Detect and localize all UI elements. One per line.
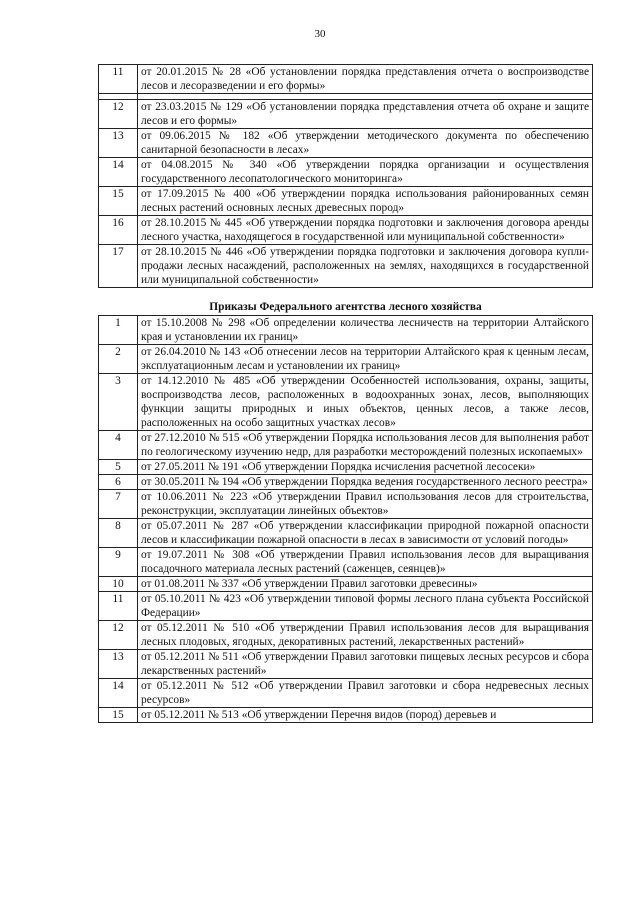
row-text: от 15.10.2008 № 298 «Об определении количества лесничеств на территории Алтайского края и установлении их границ» [138,316,593,345]
row-text: от 27.05.2011 № 191 «Об утверждении Порядка исчисления расчетной лесосеки» [138,460,593,475]
row-text: от 05.12.2011 № 511 «Об утверждении Правил заготовки пищевых лесных ресурсов и сбора лекарственных растений» [138,650,593,679]
row-text: от 05.10.2011 № 423 «Об утверждении типовой формы лесного плана субъекта Российской Федерации» [138,592,593,621]
row-number: 7 [99,490,138,519]
section-title: Приказы Федерального агентства лесного хозяйства [209,301,482,313]
table-row [99,679,593,708]
table-row [99,621,593,650]
table-row [99,216,593,245]
table-row [99,650,593,679]
row-number: 12 [99,100,138,129]
row-text: от 27.12.2010 № 515 «Об утверждении Порядка использования лесов для выполнения работ по геологическому изучению недр, для разработки месторождений полезных ископаемых» [138,431,593,460]
table-row [99,431,593,460]
page-number: 30 [314,28,326,40]
table-row [99,187,593,216]
table-row [99,708,593,723]
row-number: 12 [99,621,138,650]
row-text: от 09.06.2015 № 182 «Об утверждении методического документа по обеспечению санитарной безопасности в лесах» [138,129,593,158]
row-number: 5 [99,460,138,475]
row-text: от 19.07.2011 № 308 «Об утверждении Правил использования лесов для выращивания посадочного материала лесных растений (саженцев, сеянцев)» [138,548,593,577]
table-row [99,519,593,548]
row-text: от 04.08.2015 № 340 «Об утверждении порядка организации и осуществления государственного лесопатологического мониторинга» [138,158,593,187]
row-text: от 23.03.2015 № 129 «Об установлении порядка представления отчета об охране и защите лесов и его формы» [138,100,593,129]
table-row [99,374,593,431]
table-row [99,158,593,187]
row-number: 13 [99,650,138,679]
row-text: от 17.09.2015 № 400 «Об утверждении порядка использования районированных семян лесных растений основных лесных древесных пород» [138,187,593,216]
row-number: 10 [99,577,138,592]
row-number: 2 [99,345,138,374]
table-row [99,245,593,288]
table-row [99,100,593,129]
row-number: 16 [99,216,138,245]
row-number: 6 [99,475,138,490]
row-number: 14 [99,679,138,708]
row-number: 9 [99,548,138,577]
row-text: от 01.08.2011 № 337 «Об утверждении Правил заготовки древесины» [138,577,593,592]
row-text: от 10.06.2011 № 223 «Об утверждении Правил использования лесов для строительства, реконструкции, эксплуатации линейных объектов» [138,490,593,519]
row-number: 15 [99,708,138,723]
table-row [99,548,593,577]
row-text: от 05.12.2011 № 512 «Об утверждении Правил заготовки и сбора недревесных лесных ресурсов» [138,679,593,708]
table-row [99,475,593,490]
table-row [99,65,593,94]
row-number: 3 [99,374,138,431]
table-row [99,490,593,519]
row-number: 14 [99,158,138,187]
row-number: 4 [99,431,138,460]
row-number: 11 [99,592,138,621]
row-text: от 05.12.2011 № 513 «Об утверждении Перечня видов (пород) деревьев и [138,708,593,723]
row-text: от 28.10.2015 № 446 «Об утверждении порядка подготовки и заключения договора купли-продажи лесных насаждений, расположенных на землях, находящихся в государственной или муниципальной собственности» [138,245,593,288]
regulations-table [98,64,593,723]
row-text: от 05.07.2011 № 287 «Об утверждении классификации природной пожарной опасности лесов и классификации пожарной опасности в лесах в зависимости от условий погоды» [138,519,593,548]
table-row [99,345,593,374]
table-row [99,592,593,621]
table-row [99,129,593,158]
table-row [99,316,593,345]
row-number: 15 [99,187,138,216]
row-text: от 30.05.2011 № 194 «Об утверждении Порядка ведения государственного лесного реестра» [138,475,593,490]
section-heading-row [99,288,593,316]
table-row [99,460,593,475]
row-number: 17 [99,245,138,288]
row-number: 13 [99,129,138,158]
row-text: от 28.10.2015 № 445 «Об утверждении порядка подготовки и заключения договора аренды лесного участка, находящегося в государственной или муниципальной собственности» [138,216,593,245]
row-text: от 20.01.2015 № 28 «Об установлении порядка представления отчета о воспроизводстве лесов и лесоразведении и его формы» [138,65,593,94]
row-number: 11 [99,65,138,94]
row-number: 8 [99,519,138,548]
row-text: от 26.04.2010 № 143 «Об отнесении лесов на территории Алтайского края к ценным лесам, эксплуатационным лесам и установлении их границ» [138,345,593,374]
table-row [99,577,593,592]
row-text: от 14.12.2010 № 485 «Об утверждении Особенностей использования, охраны, защиты, воспроизводства лесов, расположенных в водоохранных зонах, лесов, выполняющих функции защиты природных и иных объектов, ценных лесов, а также лесов, расположенных на особо защитных участках лесов» [138,374,593,431]
row-number: 1 [99,316,138,345]
row-text: от 05.12.2011 № 510 «Об утверждении Правил использования лесов для выращивания лесных плодовых, ягодных, декоративных растений, лекарственных растений» [138,621,593,650]
regulations-table-body [99,65,593,723]
